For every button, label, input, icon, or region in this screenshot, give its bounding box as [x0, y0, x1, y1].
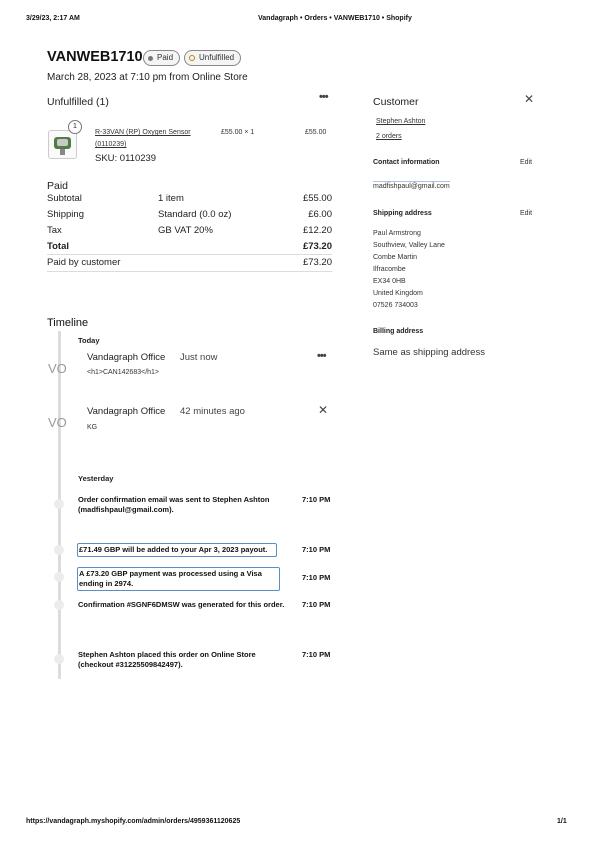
timeline-event[interactable]: A £73.20 GBP payment was processed using a Visa ending in 2974. [77, 567, 280, 591]
print-url: https://vandagraph.myshopify.com/admin/orders/4959361120625 [26, 818, 241, 825]
divider [47, 254, 332, 255]
comment-body: <h1>CAN142683</h1> [87, 369, 160, 376]
close-icon[interactable]: ✕ [524, 92, 535, 106]
shipping-address-heading: Shipping address [373, 210, 432, 217]
badge-unfulfilled-label: Unfulfilled [199, 53, 235, 62]
unfulfilled-ring-icon [189, 55, 195, 61]
payment-row-total [47, 241, 332, 255]
timeline-event-time: 7:10 PM [302, 545, 331, 554]
shipping-address-line: Paul Armstrong [373, 230, 421, 237]
timeline-heading: Timeline [47, 317, 89, 329]
billing-address-text: Same as shipping address [373, 347, 485, 358]
shipping-address-line: Combe Martin [373, 254, 417, 261]
shipping-edit-button[interactable]: Edit [520, 210, 533, 217]
shipping-address-line: 07526 734003 [373, 302, 418, 309]
timeline-event: Confirmation #SGNF6DMSW was generated for this order. [78, 600, 285, 609]
timeline-event: Order confirmation email was sent to Stephen Ashton (madfishpaul@gmail.com). [78, 495, 270, 514]
timeline-event-time: 7:10 PM [302, 495, 331, 504]
tax-label: Tax [47, 225, 62, 236]
total-label: Total [47, 241, 69, 252]
payment-row-shipping [47, 209, 332, 223]
customer-email[interactable]: madfishpaul@gmail.com [373, 183, 450, 190]
customer-orders-link[interactable]: 2 orders [376, 133, 402, 140]
timeline-event-time: 7:10 PM [302, 600, 331, 609]
timeline-event-time: 7:10 PM [302, 650, 331, 659]
shipping-address-line: Ilfracombe [373, 266, 406, 273]
product-line-total: £55.00 [305, 129, 327, 136]
product-unit-price: £55.00 × 1 [221, 129, 255, 136]
paid-by-customer-label: Paid by customer [47, 257, 121, 268]
customer-heading: Customer [373, 96, 419, 108]
subtotal-label: Subtotal [47, 193, 82, 204]
shipping-amount: £6.00 [308, 209, 332, 220]
timeline-dot [54, 654, 64, 664]
paid-by-customer-amount: £73.20 [302, 257, 332, 268]
timeline-today-label: Today [78, 336, 100, 345]
comment-time: 42 minutes ago [180, 406, 245, 417]
print-title: Vandagraph • Orders • VANWEB1710 • Shopify [258, 15, 412, 22]
payment-heading: Paid [47, 180, 69, 192]
payment-row-paid-by-customer [47, 257, 332, 271]
payment-row-subtotal [47, 193, 332, 207]
product-thumbnail [48, 130, 77, 159]
product-name-link[interactable]: R-33VAN (RP) Oxygen Sensor [95, 129, 191, 136]
subtotal-detail: 1 item [158, 193, 184, 204]
comment-more-icon[interactable]: ••• [317, 350, 326, 362]
contact-edit-button[interactable]: Edit [520, 159, 533, 166]
oxygen-sensor-image-icon [49, 131, 76, 158]
print-page-number: 1/1 [557, 818, 567, 825]
shipping-label: Shipping [47, 209, 84, 220]
order-title: VANWEB1710 [47, 49, 143, 65]
timeline-event[interactable]: £71.49 GBP will be added to your Apr 3, 2023 payout. [77, 543, 277, 557]
payment-row-tax [47, 225, 332, 239]
print-datetime: 3/29/23, 2:17 AM [26, 15, 80, 22]
paid-dot-icon [148, 56, 153, 61]
comment-author: Vandagraph Office [87, 406, 166, 417]
tax-detail: GB VAT 20% [158, 225, 213, 236]
order-subtitle: March 28, 2023 at 7:10 pm from Online Store [47, 72, 248, 83]
timeline-event-time: 7:10 PM [302, 573, 331, 582]
divider [47, 271, 332, 272]
billing-address-heading: Billing address [373, 328, 424, 335]
comment-body: KG [87, 424, 98, 431]
tax-amount: £12.20 [302, 225, 332, 236]
subtotal-amount: £55.00 [302, 193, 332, 204]
timeline-dot [54, 545, 64, 555]
contact-heading: Contact information [373, 159, 440, 166]
customer-name-link[interactable]: Stephen Ashton [376, 118, 426, 125]
shipping-address-line: Southview, Valley Lane [373, 242, 445, 249]
shipping-detail: Standard (0.0 oz) [158, 209, 232, 220]
avatar: VO [48, 415, 67, 430]
more-actions-icon[interactable]: ••• [319, 91, 328, 103]
timeline-dot [54, 600, 64, 610]
quantity-badge: 1 [68, 120, 82, 134]
comment-time: Just now [180, 352, 218, 363]
close-icon[interactable]: ✕ [318, 403, 329, 417]
timeline-event: Stephen Ashton placed this order on Online Store (checkout #31225509842497). [78, 650, 256, 669]
avatar: VO [48, 361, 67, 376]
timeline-dot [54, 499, 64, 509]
product-sku: SKU: 0110239 [95, 153, 157, 164]
status-badge-paid [143, 50, 180, 66]
unfulfilled-heading: Unfulfilled (1) [47, 96, 109, 108]
timeline-dot [54, 572, 64, 582]
shipping-address-line: United Kingdom [373, 290, 423, 297]
total-amount: £73.20 [302, 241, 332, 252]
product-name-link-line2[interactable]: (0110239) [95, 141, 127, 148]
badge-paid-label: Paid [157, 53, 174, 62]
timeline-yesterday-label: Yesterday [78, 474, 114, 483]
shipping-address-line: EX34 0HB [373, 278, 406, 285]
status-badge-unfulfilled [184, 50, 241, 66]
comment-author: Vandagraph Office [87, 352, 166, 363]
